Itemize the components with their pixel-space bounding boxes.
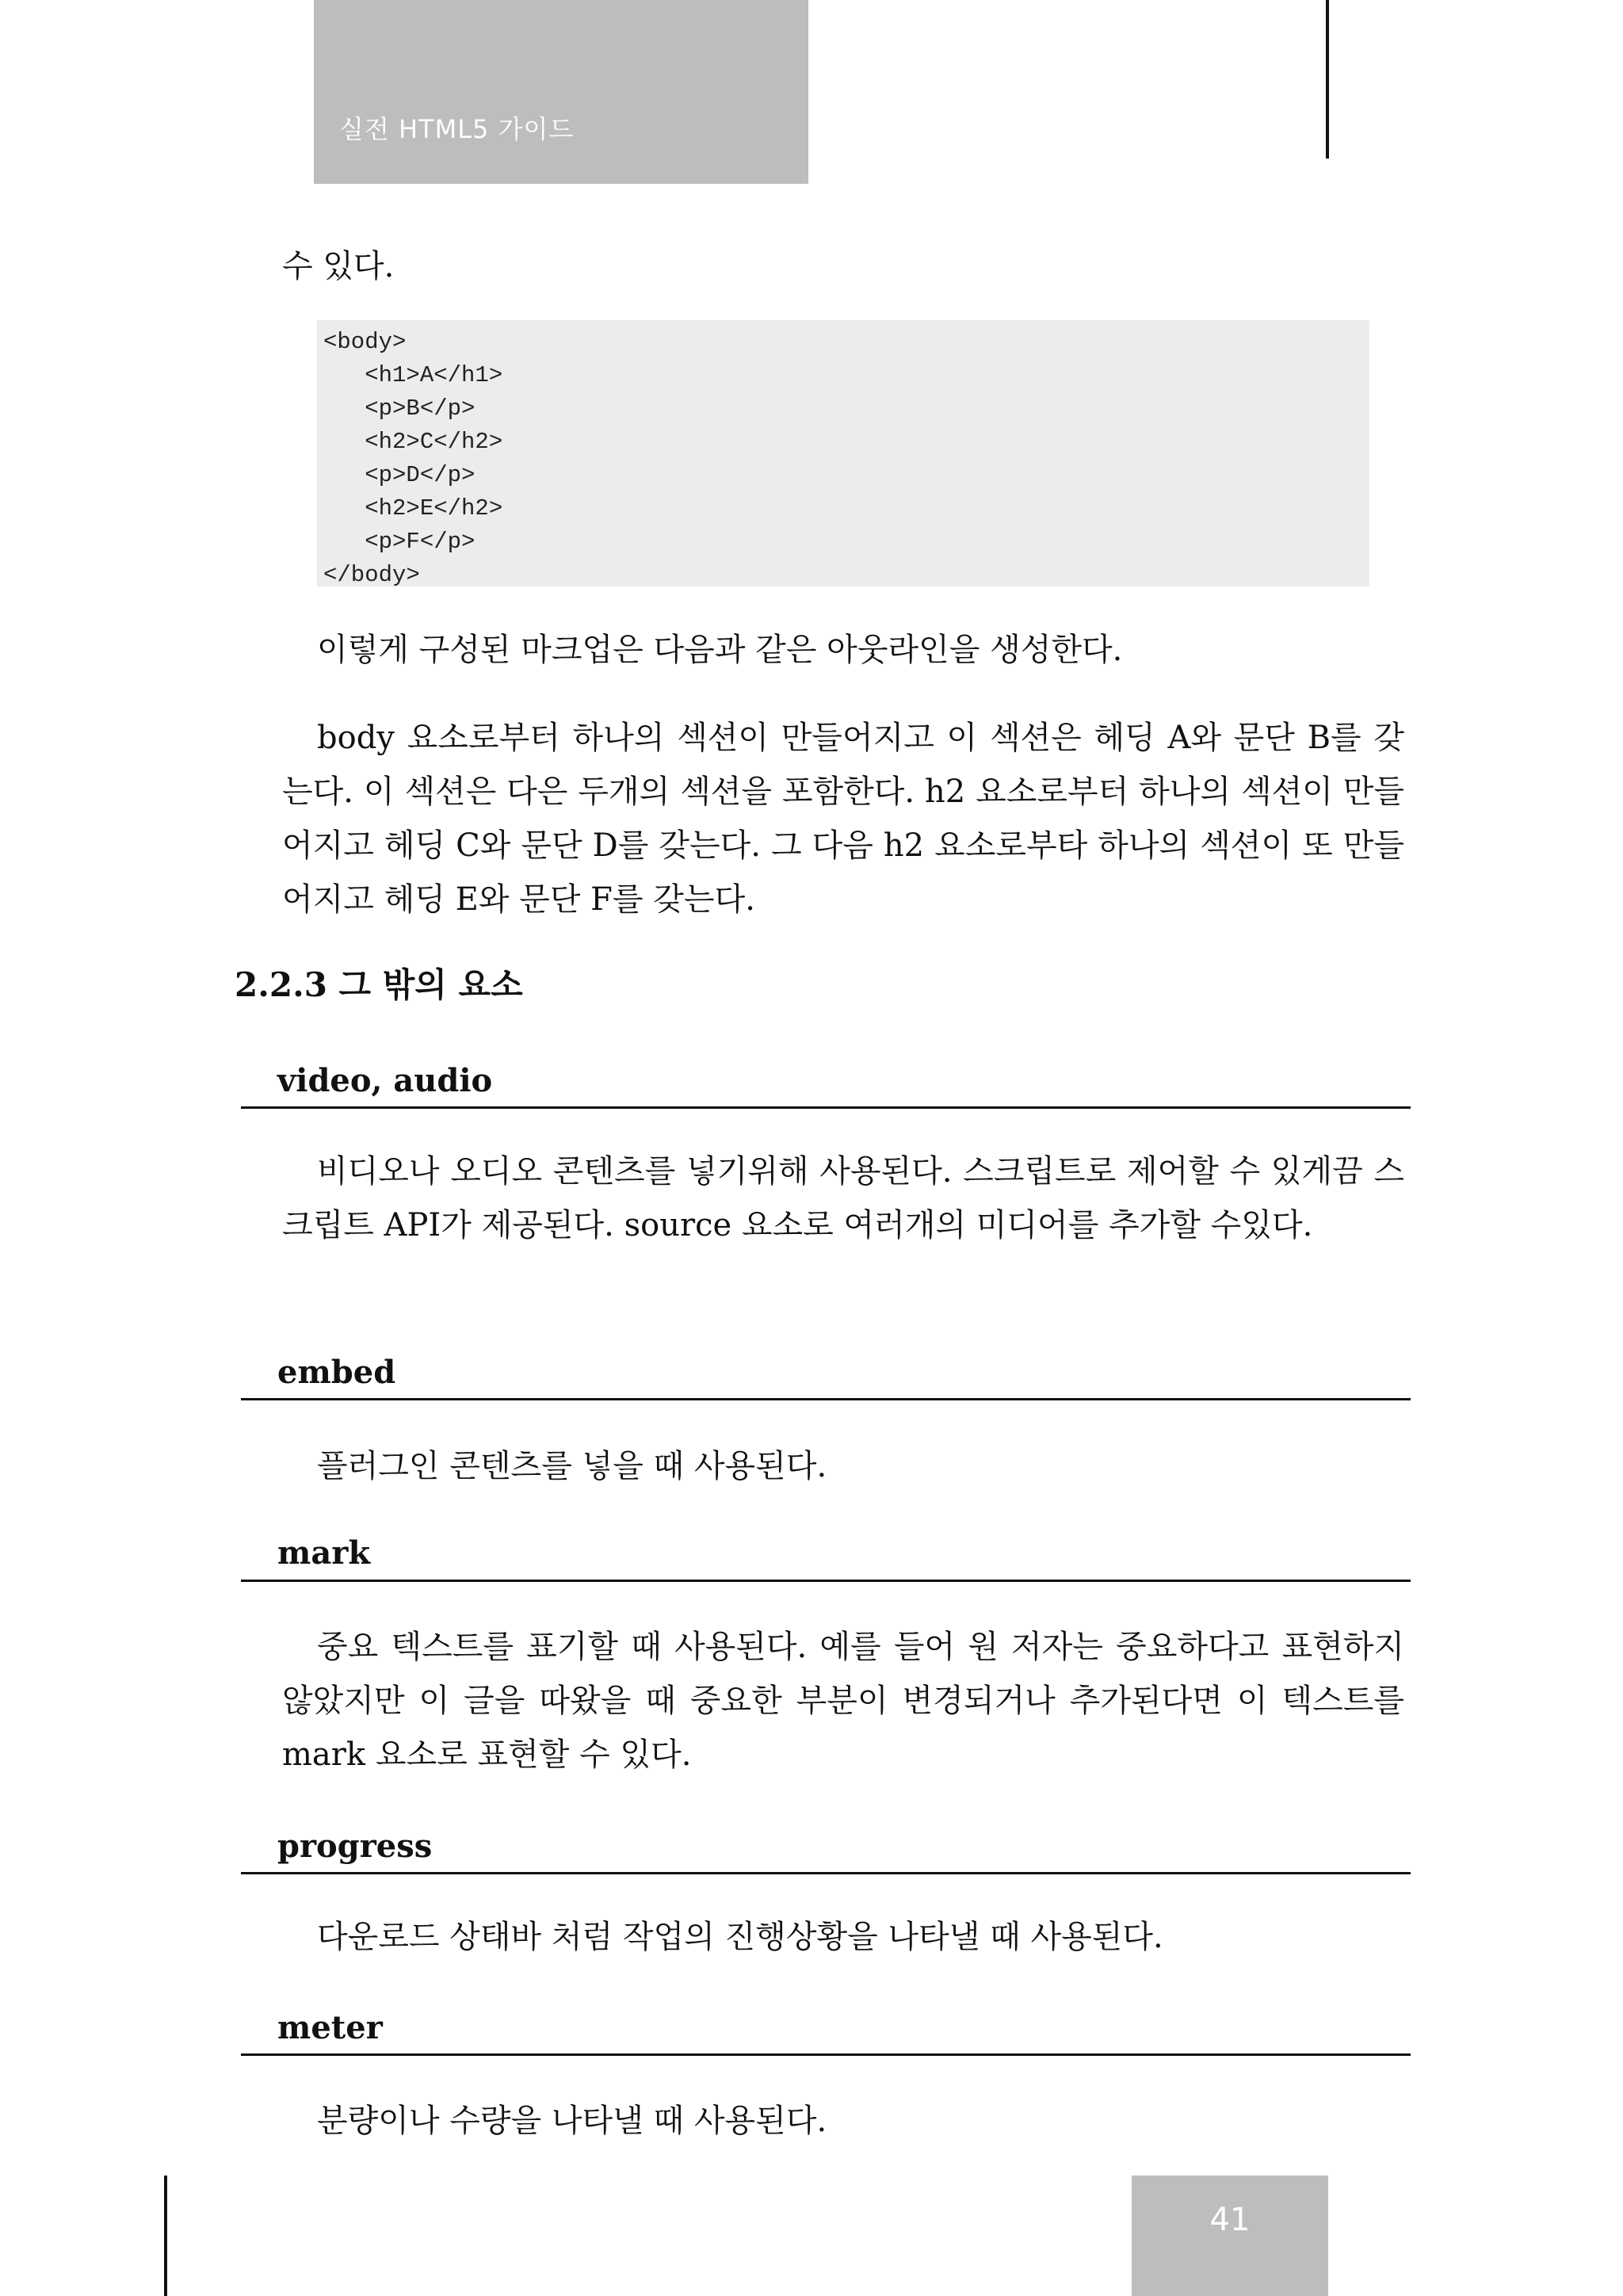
running-header-block	[314, 0, 808, 184]
footer-vertical-rule	[164, 2176, 167, 2296]
term-divider	[241, 1106, 1411, 1109]
outline-paragraph: 이렇게 구성된 마크업은 다음과 같은 아웃라인을 생성한다.	[317, 632, 1123, 668]
code-line: <p>B</p>	[323, 395, 475, 422]
term-description: 중요 텍스트를 표기할 때 사용된다. 예를 들어 원 저자는 중요하다고 표현하지 않았지만 이 글을 따왔을 때 중요한 부분이 변경되거나 추가된다면 이 텍스트를 mark 요소로 표현할 수 있다.	[282, 1629, 1404, 1773]
term-divider	[241, 1398, 1411, 1400]
running-header-title: 실전 HTML5 가이드	[339, 114, 575, 144]
term-video-audio: video, audio	[277, 1062, 493, 1099]
code-line: <h2>C</h2>	[323, 429, 503, 455]
intro-text: 수 있다.	[282, 248, 395, 285]
term-description: 비디오나 오디오 콘텐츠를 넣기위해 사용된다. 스크립트로 제어할 수 있게끔 스크립트 API가 제공된다. source 요소로 여러개의 미디어를 추가할 수있다.	[282, 1153, 1404, 1244]
body-paragraph: body 요소로부터 하나의 섹션이 만들어지고 이 섹션은 헤딩 A와 문단 B를 갖는다. 이 섹션은 다은 두개의 섹션을 포함한다. h2 요소로부터 하나의 섹션이 만들어지고 헤딩 C와 문단 D를 갖는다. 그 다음 h2 요소로부타 하나의 섹션이 또 만들어지고 헤딩 E와 문단 F를 갖는다.	[282, 720, 1404, 918]
term-divider	[241, 2053, 1411, 2056]
code-line: <p>F</p>	[323, 529, 475, 555]
term-divider	[241, 1872, 1411, 1874]
section-heading: 2.2.3 그 밖의 요소	[235, 965, 523, 1004]
term-embed: embed	[277, 1354, 396, 1391]
code-line: <p>D</p>	[323, 462, 475, 488]
term-description: 분량이나 수량을 나타낼 때 사용된다.	[317, 2103, 827, 2139]
term-description: 플러그인 콘텐츠를 넣을 때 사용된다.	[317, 1448, 827, 1484]
code-line: <body>	[323, 329, 407, 355]
header-vertical-rule	[1326, 0, 1329, 159]
term-divider	[241, 1580, 1411, 1582]
term-meter: meter	[277, 2009, 383, 2046]
term-mark: mark	[277, 1534, 371, 1572]
term-progress: progress	[277, 1828, 433, 1865]
code-line: </body>	[323, 562, 420, 588]
code-line: <h2>E</h2>	[323, 495, 503, 521]
term-description: 다운로드 상태바 처럼 작업의 진행상황을 나타낼 때 사용된다.	[317, 1919, 1163, 1955]
code-line: <h1>A</h1>	[323, 362, 503, 388]
page-number: 41	[1209, 2202, 1251, 2238]
